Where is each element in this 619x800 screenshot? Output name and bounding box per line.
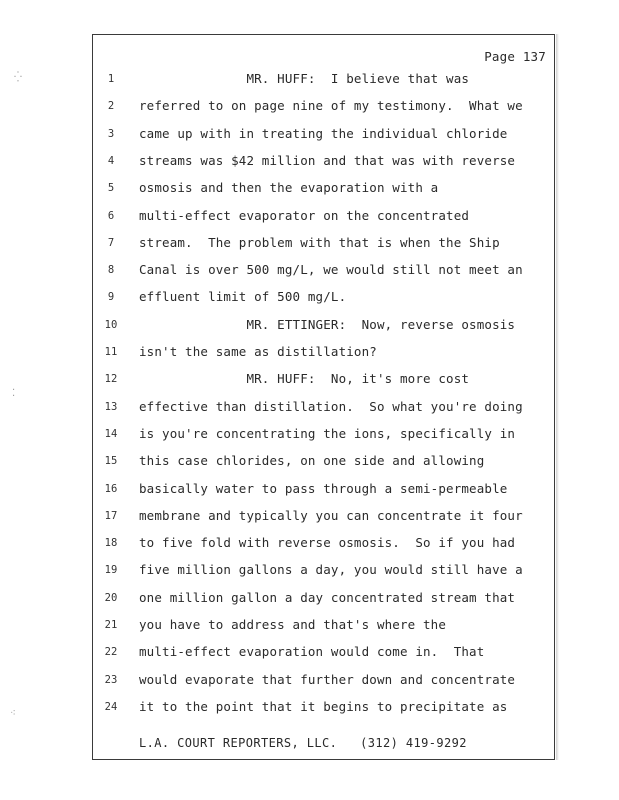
line-number: 15 bbox=[104, 455, 118, 468]
line-text: multi-effect evaporation would come in. That bbox=[139, 644, 485, 660]
transcript-line bbox=[93, 69, 556, 89]
line-number: 24 bbox=[104, 700, 118, 713]
line-number: 20 bbox=[104, 591, 118, 604]
line-number: 13 bbox=[104, 400, 118, 413]
scan-speck: ⁛ bbox=[14, 72, 22, 83]
transcript-line bbox=[93, 697, 556, 717]
line-text: effluent limit of 500 mg/L. bbox=[139, 289, 347, 305]
line-number: 7 bbox=[107, 236, 115, 249]
line-text: referred to on page nine of my testimony. What we bbox=[139, 98, 523, 114]
line-text: MR. HUFF: No, it's more cost bbox=[139, 371, 470, 387]
transcript-line bbox=[93, 424, 556, 444]
line-text: you have to address and that's where the bbox=[139, 617, 447, 632]
line-text: stream. The problem with that is when the Ship bbox=[139, 234, 500, 250]
line-text: streams was $42 million and that was with reverse bbox=[139, 152, 516, 168]
line-text: MR. ETTINGER: Now, reverse osmosis bbox=[139, 316, 516, 332]
line-number: 22 bbox=[104, 646, 118, 659]
line-number: 8 bbox=[107, 264, 115, 277]
line-text: membrane and typically you can concentrate it four bbox=[139, 507, 523, 523]
line-text: multi-effect evaporator on the concentrated bbox=[139, 207, 470, 223]
transcript-line bbox=[93, 151, 556, 171]
line-text: to five fold with reverse osmosis. So if you had bbox=[139, 535, 516, 551]
line-text: osmosis and then the evaporation with a bbox=[139, 180, 439, 196]
scan-speck: ⁖ bbox=[10, 708, 16, 719]
line-text: came up with in treating the individual chloride bbox=[139, 125, 508, 141]
transcript-page bbox=[92, 34, 555, 760]
line-number: 12 bbox=[104, 373, 118, 386]
transcript-line bbox=[93, 397, 556, 417]
line-text: one million gallon a day concentrated stream that bbox=[139, 589, 516, 605]
line-text: five million gallons a day, you would still have a bbox=[139, 562, 523, 578]
line-number: 10 bbox=[104, 318, 118, 331]
line-number: 3 bbox=[107, 127, 115, 140]
line-number: 21 bbox=[104, 619, 118, 631]
line-number: 6 bbox=[107, 209, 115, 222]
transcript-line bbox=[93, 315, 556, 335]
transcript-line bbox=[93, 560, 556, 580]
line-text: Canal is over 500 mg/L, we would still not meet an bbox=[139, 262, 523, 278]
transcript-line bbox=[93, 124, 556, 144]
transcript-line bbox=[93, 206, 556, 226]
line-text: is you're concentrating the ions, specifically in bbox=[139, 425, 516, 441]
line-text: isn't the same as distillation? bbox=[139, 344, 377, 359]
transcript-line bbox=[93, 342, 556, 362]
line-number: 11 bbox=[104, 346, 118, 358]
page-number: Page 137 bbox=[484, 49, 546, 64]
transcript-line bbox=[93, 479, 556, 499]
line-number: 1 bbox=[107, 73, 115, 85]
line-number: 17 bbox=[104, 509, 118, 522]
transcript-line bbox=[93, 506, 556, 526]
transcript-line bbox=[93, 233, 556, 253]
transcript-line bbox=[93, 533, 556, 553]
line-text: would evaporate that further down and concentrate bbox=[139, 671, 516, 687]
line-text: this case chlorides, on one side and allowing bbox=[139, 453, 485, 469]
line-text: it to the point that it begins to precipitate as bbox=[139, 698, 508, 714]
line-number: 23 bbox=[104, 673, 118, 686]
transcript-line bbox=[93, 588, 556, 608]
transcript-line bbox=[93, 369, 556, 389]
line-number: 16 bbox=[104, 482, 118, 495]
court-reporter-footer: L.A. COURT REPORTERS, LLC. (312) 419-9292 bbox=[139, 736, 467, 750]
line-number: 4 bbox=[107, 154, 115, 167]
transcript-line bbox=[93, 96, 556, 116]
transcript-line bbox=[93, 260, 556, 280]
transcript-line bbox=[93, 670, 556, 690]
line-number: 5 bbox=[107, 182, 115, 195]
scan-speck: ⁚ bbox=[12, 388, 16, 399]
transcript-line bbox=[93, 178, 556, 198]
line-text: effective than distillation. So what you're doing bbox=[139, 398, 523, 414]
line-text: MR. HUFF: I believe that was bbox=[139, 71, 470, 86]
line-number: 9 bbox=[107, 291, 115, 304]
line-number: 2 bbox=[107, 100, 115, 113]
line-number: 18 bbox=[104, 537, 118, 550]
transcript-line bbox=[93, 451, 556, 471]
line-text: basically water to pass through a semi-permeable bbox=[139, 480, 508, 496]
line-number: 14 bbox=[104, 427, 118, 440]
transcript-line bbox=[93, 615, 556, 635]
transcript-line bbox=[93, 287, 556, 307]
transcript-line bbox=[93, 642, 556, 662]
page-edge-shadow bbox=[556, 34, 559, 760]
line-number: 19 bbox=[104, 564, 118, 577]
